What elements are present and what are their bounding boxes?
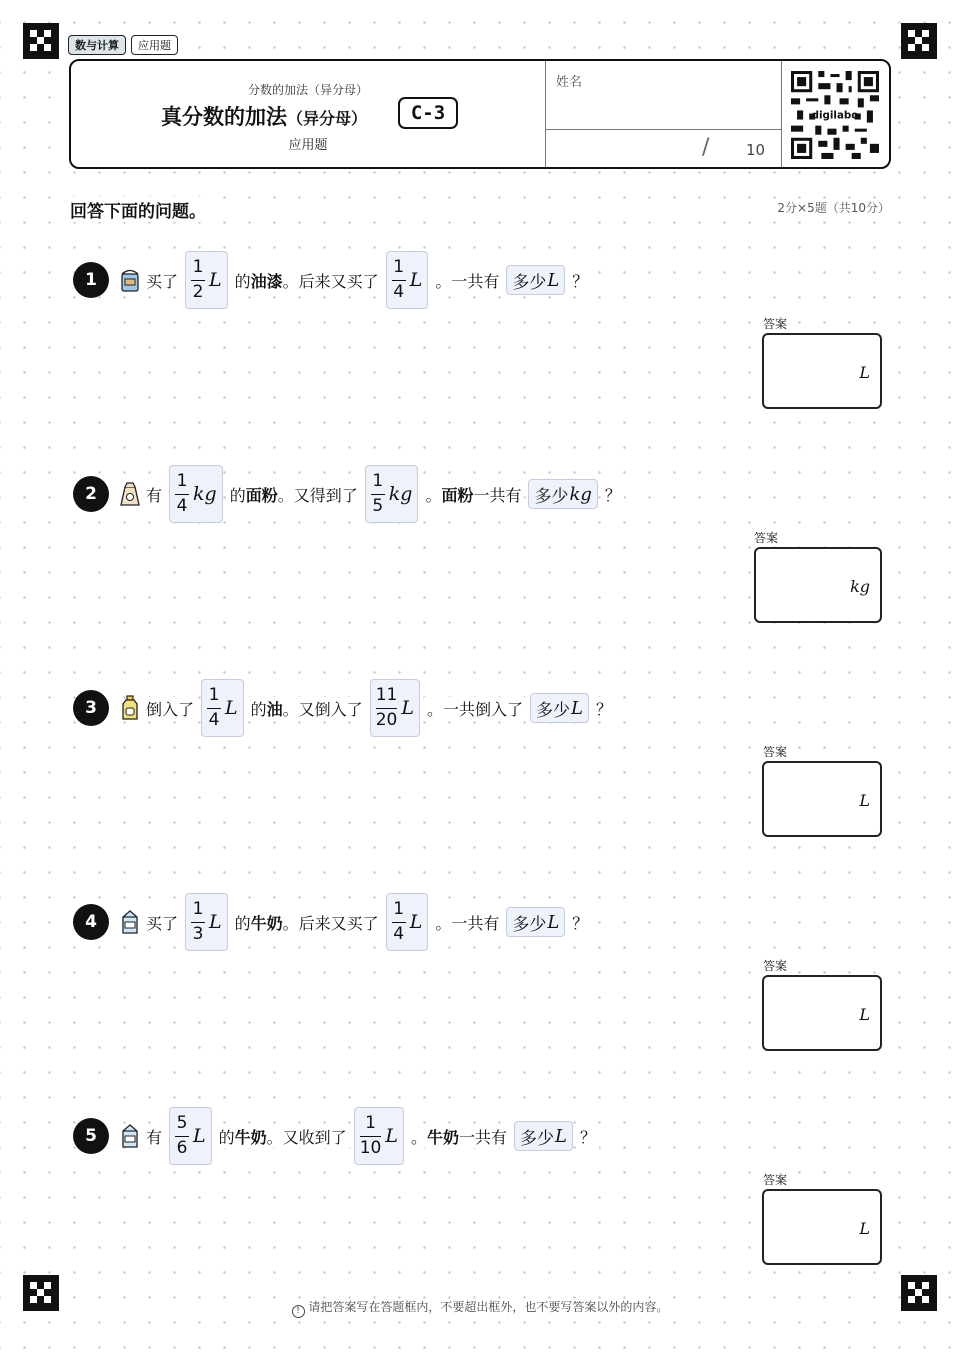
instruction-text: 回答下面的问题。 — [70, 197, 206, 222]
question-4 — [73, 893, 591, 951]
question-2 — [73, 465, 624, 523]
fraction-1 — [169, 1107, 212, 1165]
answer-box-4[interactable] — [762, 975, 882, 1051]
question-text: 。牛奶一共有 — [408, 1125, 510, 1148]
question-text: 有 — [143, 483, 165, 506]
numerator: 1 — [176, 471, 188, 492]
tag-word-problem: 应用题 — [131, 35, 178, 55]
numerator: 11 — [375, 685, 398, 706]
question-mark: ？ — [569, 269, 591, 292]
question-text: 的牛奶。又收到了 — [216, 1125, 350, 1148]
answer-unit: L — [859, 1219, 870, 1238]
unit: L — [385, 1125, 398, 1147]
question-text: 的油。又倒入了 — [248, 697, 366, 720]
denominator: 5 — [372, 495, 384, 516]
denominator: 2 — [192, 281, 204, 302]
unit: L — [409, 911, 423, 933]
fraction-2 — [354, 1107, 404, 1165]
header-subtitle: 分数的加法（异分母） — [247, 83, 368, 97]
answer-label: 答案 — [754, 531, 779, 545]
score-slash: / — [702, 135, 710, 160]
unit: L — [409, 269, 423, 291]
header-title-area — [71, 61, 546, 167]
denominator: 3 — [192, 923, 204, 944]
answer-box-2[interactable] — [754, 547, 882, 623]
question-text: 。面粉一共有 — [422, 483, 524, 506]
question-number: 2 — [73, 476, 109, 512]
answer-label: 答案 — [763, 745, 788, 759]
question-text: 有 — [143, 1125, 165, 1148]
unit: kg — [193, 483, 217, 505]
numerator: 1 — [393, 899, 405, 920]
info-icon: ! — [292, 1305, 305, 1318]
unit: L — [193, 1125, 206, 1147]
answer-unit: kg — [850, 577, 870, 596]
answer-box-1[interactable] — [762, 333, 882, 409]
corner-marker-top-left — [23, 23, 59, 59]
denominator: 4 — [208, 709, 220, 730]
fraction-2 — [365, 465, 419, 523]
denominator: 6 — [176, 1137, 188, 1158]
score-total: 10 — [746, 141, 766, 159]
tag-row — [68, 35, 178, 55]
question-number: 1 — [73, 262, 109, 298]
answer-label: 答案 — [763, 959, 788, 973]
question-text: 买了 — [143, 269, 181, 292]
answer-unit: L — [859, 791, 870, 810]
question-text: 。一共有 — [432, 269, 502, 292]
numerator: 1 — [192, 257, 204, 278]
answer-label: 答案 — [763, 317, 788, 331]
worksheet-header — [69, 59, 891, 169]
milk-carton-icon — [119, 1123, 141, 1149]
fraction-2 — [370, 679, 420, 737]
milk-carton-icon — [119, 909, 141, 935]
ask-box: 多少 kg — [528, 479, 597, 509]
question-number: 3 — [73, 690, 109, 726]
numerator: 1 — [208, 685, 220, 706]
fraction-1 — [185, 251, 228, 309]
denominator: 20 — [375, 709, 398, 730]
header-title-paren: （异分母） — [287, 109, 368, 128]
name-label: 姓名 — [556, 75, 583, 90]
question-text: 倒入了 — [143, 697, 197, 720]
footer-note — [0, 1298, 960, 1318]
answer-box-5[interactable] — [762, 1189, 882, 1265]
numerator: 5 — [176, 1113, 188, 1134]
fraction-1 — [201, 679, 244, 737]
fraction-2 — [386, 251, 429, 309]
qr-label: digilabo — [811, 109, 859, 122]
oil-bottle-icon — [119, 695, 141, 721]
header-title-main: 真分数的加法 — [161, 105, 287, 129]
score-info: 2分×5题（共10分） — [777, 201, 890, 215]
flour-sack-icon — [119, 481, 141, 507]
question-1 — [73, 251, 591, 309]
question-mark: ？ — [593, 697, 615, 720]
denominator: 10 — [359, 1137, 382, 1158]
footer-text: 请把答案写在答题框内，不要超出框外，也不要写答案以外的内容。 — [308, 1300, 669, 1314]
question-mark: ？ — [569, 911, 591, 934]
question-text: 。一共倒入了 — [424, 697, 526, 720]
question-text: 买了 — [143, 911, 181, 934]
name-score-area — [546, 61, 782, 167]
header-category: 应用题 — [288, 138, 328, 153]
question-text: 的油漆。后来又买了 — [232, 269, 382, 292]
numerator: 1 — [372, 471, 384, 492]
ask-box: 多少 L — [514, 1121, 573, 1151]
question-number: 5 — [73, 1118, 109, 1154]
answer-label: 答案 — [763, 1173, 788, 1187]
numerator: 1 — [192, 899, 204, 920]
question-text: 。一共有 — [432, 911, 502, 934]
answer-unit: L — [859, 1005, 870, 1024]
question-3 — [73, 679, 615, 737]
fraction-2 — [386, 893, 429, 951]
unit: L — [209, 911, 222, 933]
question-mark: ？ — [577, 1125, 599, 1148]
header-title — [161, 101, 367, 131]
unit: L — [225, 697, 238, 719]
ask-box: 多少 L — [506, 907, 565, 937]
numerator: 1 — [365, 1113, 376, 1134]
question-mark: ？ — [602, 483, 624, 506]
denominator: 4 — [393, 281, 405, 302]
denominator: 4 — [393, 923, 405, 944]
question-text: 的面粉。又得到了 — [227, 483, 361, 506]
fraction-1 — [169, 465, 223, 523]
question-text: 的牛奶。后来又买了 — [232, 911, 382, 934]
answer-unit: L — [859, 363, 870, 382]
fraction-1 — [185, 893, 228, 951]
corner-marker-top-right — [901, 23, 937, 59]
ask-box: 多少 L — [506, 265, 565, 295]
paint-bucket-icon — [119, 267, 141, 293]
unit: L — [209, 269, 222, 291]
worksheet-code: C-3 — [398, 97, 458, 129]
tag-math: 数与计算 — [68, 35, 126, 55]
unit: L — [401, 697, 414, 719]
numerator: 1 — [393, 257, 405, 278]
unit: kg — [388, 483, 413, 505]
question-5 — [73, 1107, 599, 1165]
qr-code-icon[interactable] — [791, 71, 879, 159]
question-number: 4 — [73, 904, 109, 940]
ask-box: 多少 L — [530, 693, 589, 723]
answer-box-3[interactable] — [762, 761, 882, 837]
denominator: 4 — [176, 495, 188, 516]
